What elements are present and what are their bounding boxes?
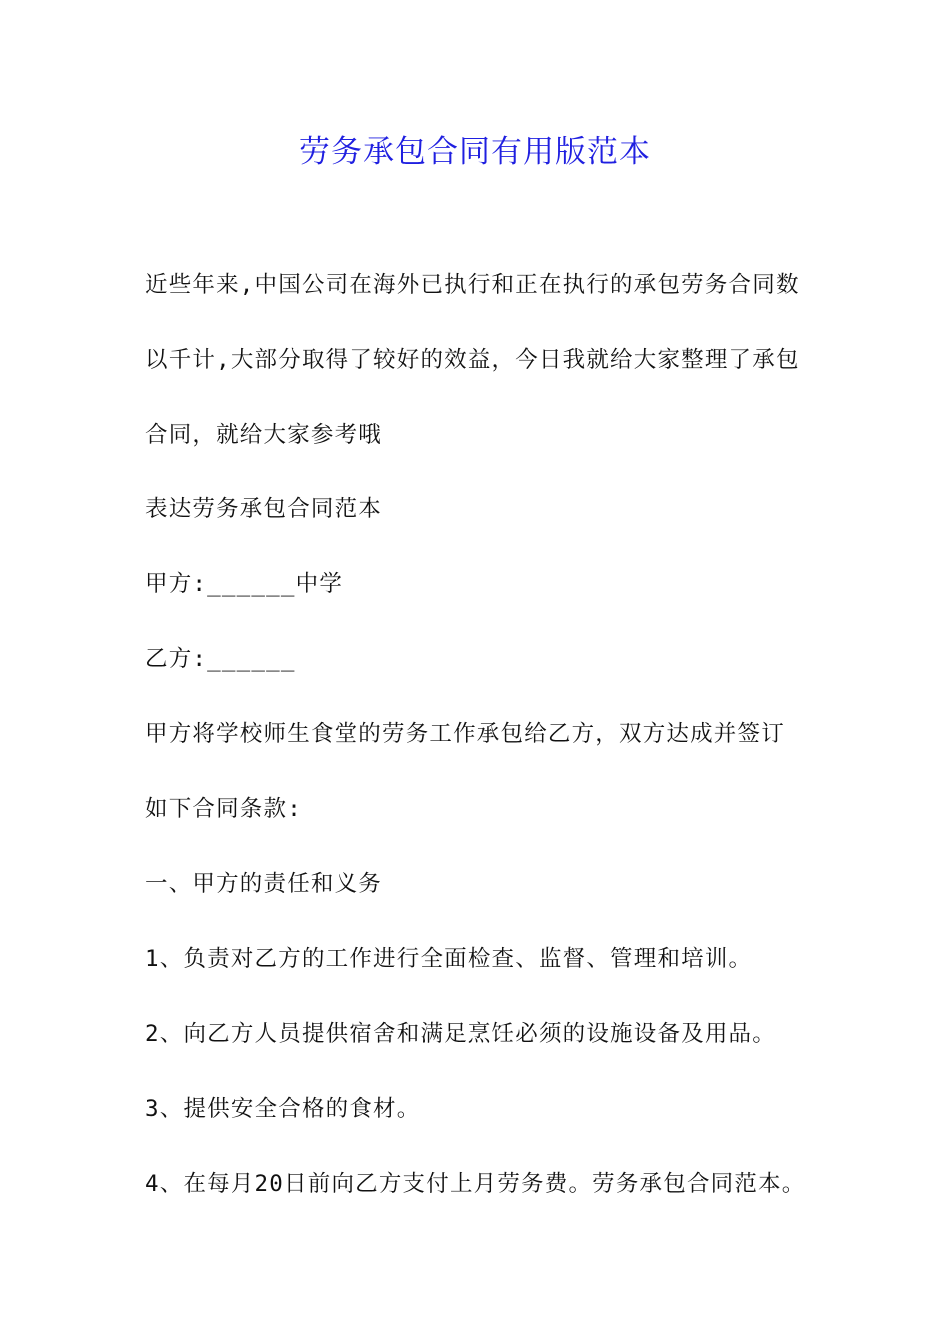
body-line-heading: 表达劳务承包合同范本	[145, 496, 383, 522]
agreement-line-1: 甲方将学校师生食堂的劳务工作承包给乙方，双方达成并签订	[145, 721, 785, 747]
party-b-line: 乙方:______	[145, 646, 296, 672]
body-line-intro-1: 近些年来,中国公司在海外已执行和正在执行的承包劳务合同数	[145, 272, 800, 298]
section-heading-party-a-duties: 一、甲方的责任和义务	[145, 871, 383, 897]
clause-4: 4、在每月20日前向乙方支付上月劳务费。劳务承包合同范本。	[145, 1171, 806, 1197]
clause-1: 1、负责对乙方的工作进行全面检查、监督、管理和培训。	[145, 946, 753, 972]
clause-3: 3、提供安全合格的食材。	[145, 1096, 421, 1122]
clause-2: 2、向乙方人员提供宿舍和满足烹饪必须的设施设备及用品。	[145, 1021, 776, 1047]
party-a-line: 甲方:______中学	[145, 571, 344, 597]
body-line-intro-2: 以千计,大部分取得了较好的效益，今日我就给大家整理了承包	[145, 347, 800, 373]
body-line-intro-3: 合同，就给大家参考哦	[145, 422, 383, 448]
agreement-line-2: 如下合同条款:	[145, 796, 302, 822]
document-title: 劳务承包合同有用版范本	[299, 134, 651, 170]
